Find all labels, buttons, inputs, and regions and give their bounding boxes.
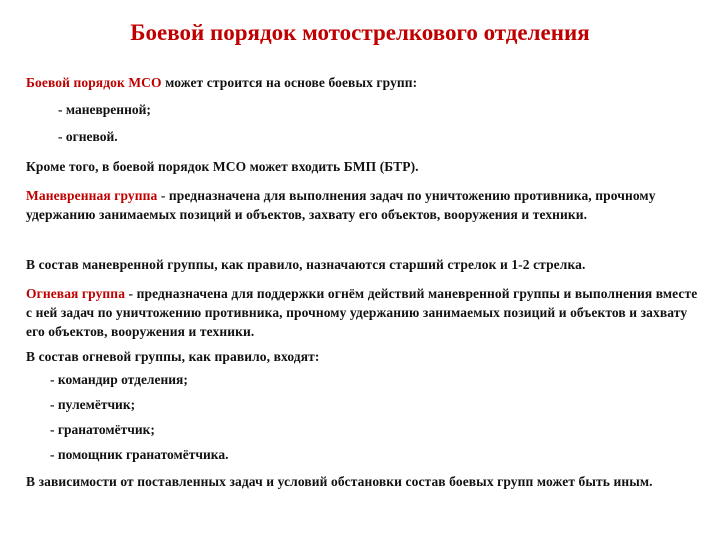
list-item-maneuver: - маневренной;	[58, 102, 151, 117]
fire-member-grenadier: - гранатомётчик;	[50, 422, 155, 437]
maneuver-group-term: Маневренная группа	[26, 188, 158, 203]
conclusion-paragraph: В зависимости от поставленных задач и условий обстановки состав боевых групп может быть иным.	[26, 474, 653, 489]
bmp-paragraph: Кроме того, в боевой порядок МСО может входить БМП (БТР).	[26, 159, 419, 174]
maneuver-composition: В состав маневренной группы, как правило, назначаются старший стрелок и 1-2 стрелка.	[26, 257, 586, 272]
maneuver-group-paragraph	[26, 186, 702, 224]
fire-group-paragraph	[26, 284, 702, 341]
fire-member-commander: - командир отделения;	[50, 372, 188, 387]
list-item-fire: - огневой.	[58, 129, 118, 144]
fire-group-definition: - предназначена для поддержки огнём действий маневренной группы и выполнения вместе с ней задач по уничтожению противника, прочному удержанию занимаемых позиций и объектов и захвату его объектов, вооружения и техники.	[26, 286, 698, 339]
intro-rest: может строится на основе боевых групп:	[161, 75, 418, 90]
maneuver-group-definition: - предназначена для выполнения задач по уничтожению противника, прочному удержанию занимаемых позиций и объектов, захвату его объектов, вооружения и техники.	[26, 188, 656, 222]
fire-group-term: Огневая группа	[26, 286, 126, 301]
slide-title: Боевой порядок мотострелкового отделения	[130, 20, 590, 45]
fire-member-machine-gunner: - пулемётчик;	[50, 397, 136, 412]
fire-composition: В состав огневой группы, как правило, входят:	[26, 349, 320, 364]
intro-paragraph	[26, 73, 702, 92]
intro-highlight: Боевой порядок МСО	[26, 75, 162, 90]
fire-member-assistant-grenadier: - помощник гранатомётчика.	[50, 447, 229, 462]
